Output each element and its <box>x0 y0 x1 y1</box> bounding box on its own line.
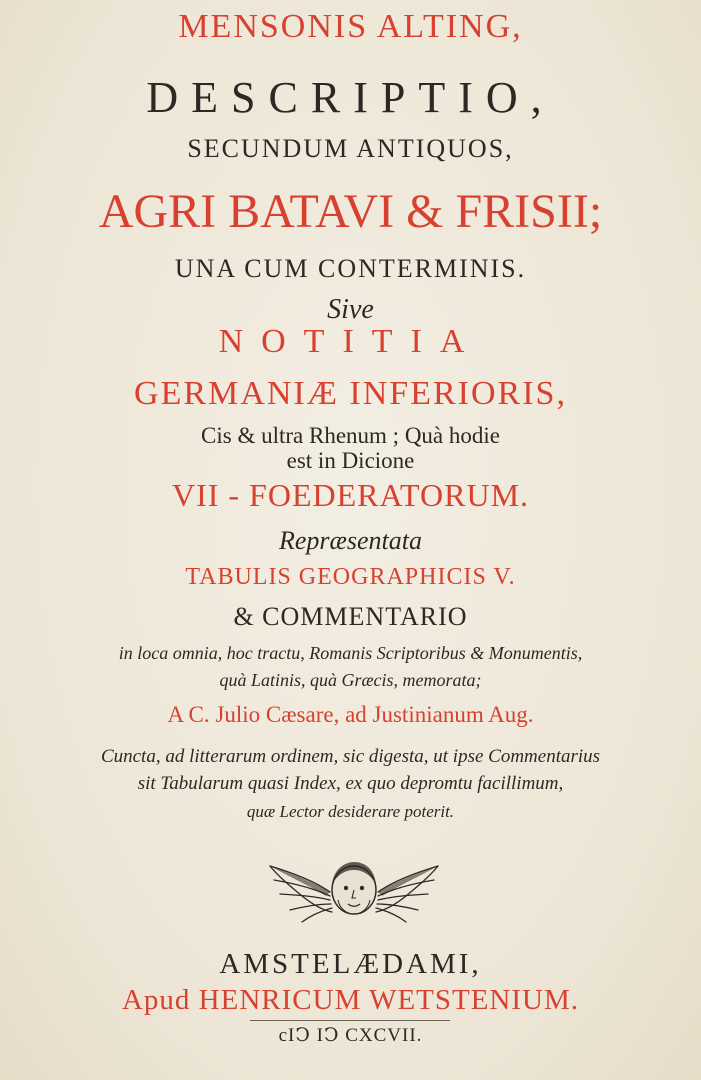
subtitle-cis: Cis & ultra Rhenum ; Quà hodie <box>201 423 500 448</box>
subtitle-qua-latinis: quà Latinis, quà Græcis, memorata; <box>219 670 482 690</box>
subtitle-est: est in Dicione <box>286 448 415 473</box>
subtitle-notitia: NOTITIA <box>218 323 483 360</box>
note-cuncta: Cuncta, ad litterarum ordinem, sic digesta, ut ipse Commentarius <box>100 746 601 767</box>
note-quae-lector: quæ Lector desiderare poterit. <box>246 802 455 821</box>
subtitle-vii: VII - FOEDERATORUM. <box>171 477 530 513</box>
imprint-city: AMSTELÆDAMI, <box>219 948 482 980</box>
subtitle-sive: Sive <box>327 294 374 325</box>
subtitle-in-loca: in loca omnia, hoc tractu, Romanis Scriptoribus & Monumentis, <box>118 643 583 663</box>
imprint-printer: Apud HENRICUM WETSTENIUM. <box>121 984 580 1016</box>
author-name: MENSONIS ALTING, <box>178 8 523 45</box>
imprint-divider <box>250 1020 450 1021</box>
note-sit-tabularum: sit Tabularum quasi Index, ex quo depromtu facillimum, <box>137 773 564 794</box>
subtitle-agri: AGRI BATAVI & FRISII; <box>98 185 603 238</box>
imprint-year: cIↃ IↃ CXCVII. <box>278 1025 423 1046</box>
work-title: DESCRIPTIO, <box>146 73 555 122</box>
subtitle-repraesentata: Repræsentata <box>279 526 422 555</box>
winged-cherub-head-icon <box>268 852 440 930</box>
subtitle-secundum: SECUNDUM ANTIQUOS, <box>187 134 514 163</box>
subtitle-julio: A C. Julio Cæsare, ad Justinianum Aug. <box>167 702 534 727</box>
subtitle-germaniae: GERMANIÆ INFERIORIS, <box>134 375 567 412</box>
subtitle-tabulis: TABULIS GEOGRAPHICIS V. <box>185 564 516 590</box>
subtitle-commentario: & COMMENTARIO <box>233 602 468 631</box>
subtitle-una-cum: UNA CUM CONTERMINIS. <box>174 254 527 283</box>
